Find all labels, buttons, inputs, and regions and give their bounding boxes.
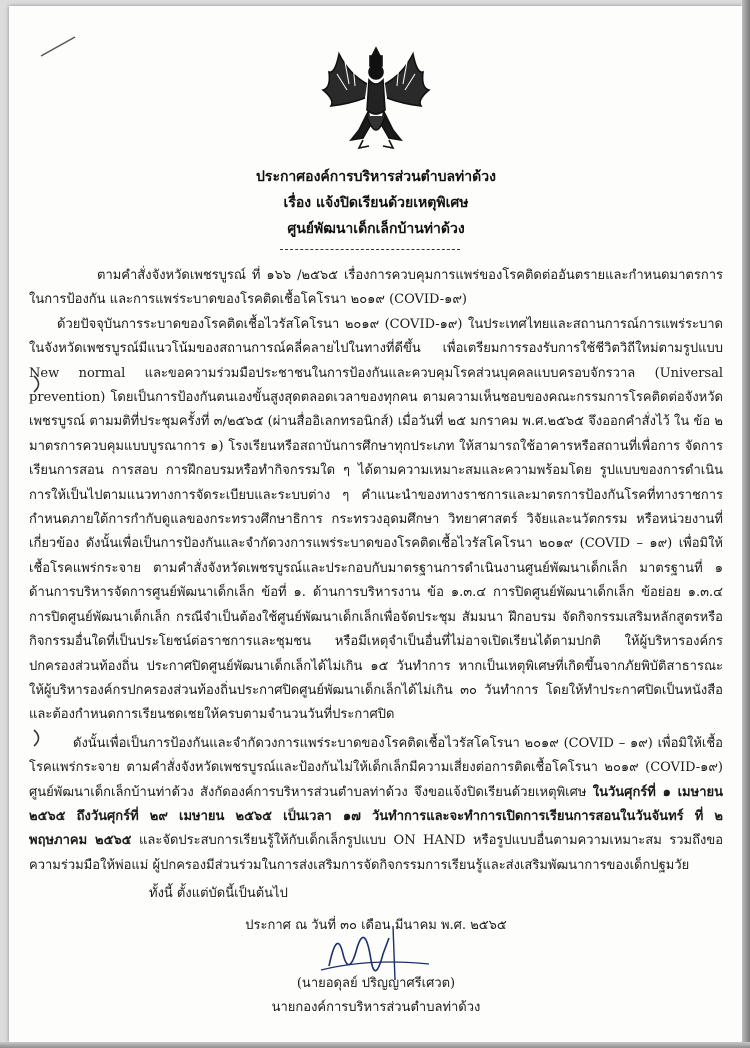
paper-stack-edge [742, 0, 750, 1048]
document-page [9, 6, 743, 1043]
closure-notice-text-continued: และจัดประสบการเรียนรู้ให้กับเด็กเล็กรูปแบบ ON HAND หรือรูปแบบอื่นตามความเหมาะสม รวมถึงขอความร่วมมือให้พ่อแม่ ผู้ปกครองมีส่วนร่วมในการส่งเสริมการจัดกิจกรรมการเรียนรู้และส่งเสริมพัฒนาการของเด็กปฐมวัย [29, 833, 724, 873]
closure-notice-text: ดังนั้นเพื่อเป็นการป้องกันและจำกัดวงการแพร่ระบาดของโรคติดเชื้อไวรัสโคโรนา ๒๐๑๙ (COVID – ๑๙) เพื่อมิให้เชื้อโรคแพร่กระจาย ตามคำสั่งจังหวัดเพชรบูรณ์และป้องกันไม่ให้เด็กเล็กมีความเสี่ยงต่อการติดเชื้อโคโรนา ๒๐๑๙ (COVID-๑๙) ศูนย์พัฒนาเด็กเล็กบ้านท่าด้วง สังกัดองค์การบริหารส่วนตำบลท่าด้วง จึงขอแจ้งปิดเรียนด้วยเหตุพิเศษ [29, 735, 723, 800]
effective-statement: ทั้งนี้ ตั้งแต่บัดนี้เป็นต้นไป [149, 886, 288, 902]
closure-dates: ในวันศุกร์ที่ ๑ เมษายน ๒๕๖๕ ถึงวันศุกร์ที่ ๒๙ เมษายน ๒๕๖๕ เป็นเวลา ๑๗ วันทำการและจะทำการเปิดการเรียนการสอนในวันจันทร์ ที่ ๒ พฤษภาคม ๒๕๖๕ [29, 784, 723, 849]
paragraph-background: ด้วยปัจจุบันการระบาดของโรคติดเชื้อไวรัสโคโรนา ๒๐๑๙ (COVID-๑๙) ในประเทศไทยและสถานการณ์การแพร่ระบาดในจังหวัดเพชรบูรณ์มีแนวโน้มของสถานการณ์คลี่คลายไปในทางที่ดีขึ้น เพื่อเตรียมการรองรับการใช้ชีวิตวิถีใหม่ตามรูปแบบ New normal และขอความร่วมมือประชาชนในการป้องกันและควบคุมโรคส่วนบุคคลแบบครอบจักรวาล (Universal prevention) โดยเป็นการป้องกันตนเองขั้นสูงสุดตลอดเวลาของทุกคน ตามความเห็นชอบของคณะกรรมการโรคติดต่อจังหวัดเพชรบูรณ์ ตามมติที่ประชุมครั้งที่ ๓/๒๕๖๕ (ผ่านสื่ออิเลกทรอนิกส์) เมื่อวันที่ ๒๕ มกราคม พ.ศ.๒๕๖๕ จึงออกคำสั่งไว้ ใน ข้อ ๒ มาตรการควบคุมแบบบูรณาการ ๑) โรงเรียนหรือสถาบันการศึกษาทุกประเภท ให้สามารถใช้อาคารหรือสถานที่เพื่อการ จัดการเรียนการสอน การสอบ การฝึกอบรมหรือทำกิจกรรมใด ๆ ได้ตามความเหมาะสมและความพร้อมโดย รูปแบบของการดำเนินการให้เป็นไปตามแนวทางการจัดระเบียบและระบบต่าง ๆ คำแนะนำของทางราชการและมาตรการป้องกันโรคที่ทางราชการกำหนดภายใต้การกำกับดูแลของกระทรวงศึกษาธิการ กระทรวงอุดมศึกษา วิทยาศาสตร์ วิจัยและนวัตกรรม หรือหน่วยงานที่เกี่ยวข้อง ดังนั้นเพื่อเป็นการป้องกันและจำกัดวงการแพร่ระบาดของโรคติดเชื้อไวรัสโคโรนา ๒๐๑๙ (COVID – ๑๙) เพื่อมิให้เชื้อโรคแพร่กระจาย ตามคำสั่งจังหวัดเพชรบูรณ์และประกอบกับมาตรฐานการดำเนินงานศูนย์พัฒนาเด็กเล็ก มาตรฐานที่ ๑ ด้านการบริหารจัดการศูนย์พัฒนาเด็กเล็ก ข้อที่ ๑. ด้านการบริหารงาน ข้อ ๑.๓.๔ การปิดศูนย์พัฒนาเด็กเล็ก ข้อย่อย ๑.๓.๔ การปิดศูนย์พัฒนาเด็กเล็ก กรณีจำเป็นต้องใช้ศูนย์พัฒนาเด็กเล็กเพื่อจัดประชุม สัมมนา ฝึกอบรม จัดกิจกรรมเสริมหลักสูตรหรือกิจกรรมอื่นใดที่เป็นประโยชน์ต่อราชการและชุมชน หรือมีเหตุจำเป็นอื่นที่ไม่อาจเปิดเรียนได้ตามปกติ ให้ผู้บริหารองค์กรปกครองส่วนท้องถิ่น ประกาศปิดศูนย์พัฒนาเด็กเล็กได้ไม่เกิน ๑๕ วันทำการ หากเป็นเหตุพิเศษที่เกิดขึ้นจากภัยพิบัติสาธารณะ ให้ผู้บริหารองค์กรปกครองส่วนท้องถิ่นประกาศปิดศูนย์พัฒนาเด็กเล็กได้ไม่เกิน ๓๐ วันทำการ โดยให้ทำประกาศปิดเป็นหนังสือ และต้องกำหนดการเรียนชดเชยให้ครบตามจำนวนวันที่ประกาศปิด [29, 316, 723, 723]
pen-stroke-mark [39, 34, 79, 58]
paragraph-closure-notice [29, 732, 723, 878]
signatory-name: (นายอดุลย์ ปริญญาศรีเศวต) [296, 976, 456, 991]
announcement-subject: เรื่อง แจ้งปิดเรียนด้วยเหตุพิเศษ [283, 195, 469, 211]
announcement-center-name: ศูนย์พัฒนาเด็กเล็กบ้านท่าด้วง [287, 221, 465, 237]
announcement-issuer: ประกาศองค์การบริหารส่วนตำบลท่าด้วง [256, 169, 496, 185]
heading-divider [280, 249, 460, 250]
garuda-emblem-icon [309, 44, 443, 156]
signatory-title: นายกองค์การบริหารส่วนตำบลท่าด้วง [271, 1000, 481, 1015]
paper-stack-edge-bottom [0, 1042, 750, 1048]
paragraph-reference-order: ตามคำสั่งจังหวัดเพชรบูรณ์ ที่ ๑๖๖ /๒๕๖๕ เรื่องการควบคุมการแพร่ของโรคติดต่ออันตรายและกำหนดมาตรการในการป้องกัน และการแพร่ระบาดของโรคติดเชื้อโคโรนา ๒๐๑๙ (COVID-๑๙) [29, 268, 723, 308]
announcement-body [29, 264, 723, 907]
announcement-date: ประกาศ ณ วันที่ ๓๐ เดือน มีนาคม พ.ศ. ๒๕๖๕ [245, 918, 507, 933]
